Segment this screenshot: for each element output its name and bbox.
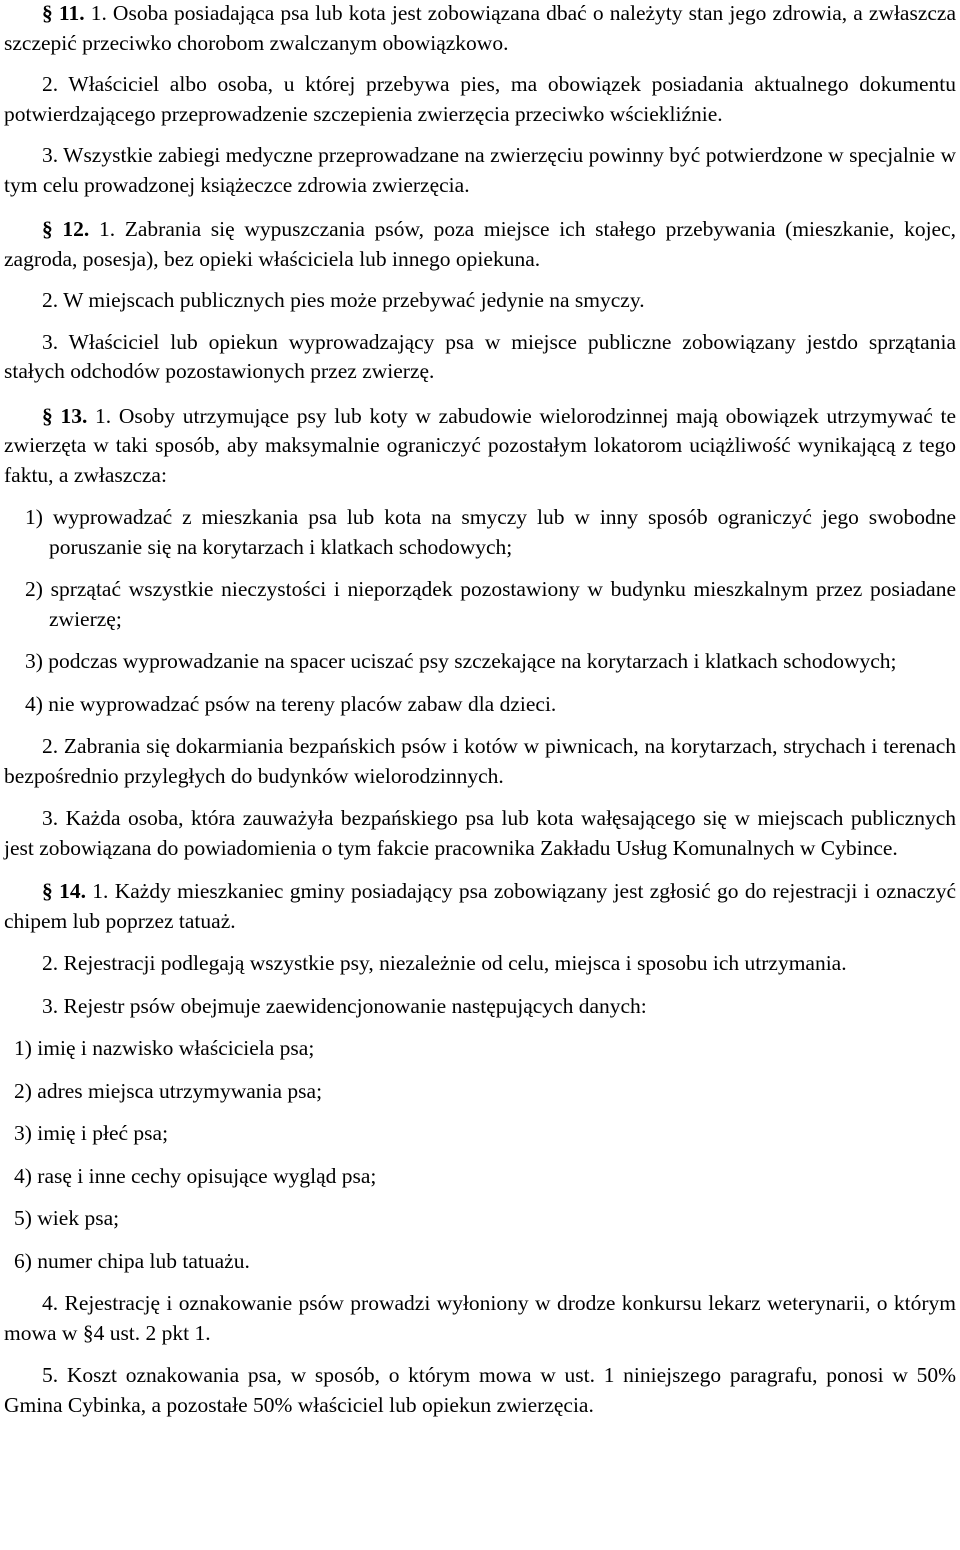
s13-paragraph-3: 3. Każda osoba, która zauważyła bezpańskiego psa lub kota wałęsającego się w miejscach publicznych jest zobowiązana do powiadomienia o tym fakcie pracownika Zakładu Usług Komunalnych w Cybince. [4,806,956,860]
s13-p1-text: 1. Osoby utrzymujące psy lub koty w zabudowie wielorodzinnej mają obowiązek utrzymywać te zwierzęta w taki sposób, aby maksymalnie ograniczyć pozostałym lokatorom uciążliwość wynikającą z tego faktu, a zwłaszcza: [4,403,956,487]
s11-paragraph-2: 2. Właściciel albo osoba, u której przebywa pies, ma obowiązek posiadania aktualnego dokumentu potwierdzającego przeprowadzenie szczepienia zwierzęcia przeciwko wściekliźnie. [4,72,956,126]
s13-list-item-1: 1) wyprowadzać z mieszkania psa lub kota na smyczy lub w inny sposób ograniczyć jego swobodne poruszanie się na korytarzach i klatkach schodowych; [25,505,956,559]
s14-paragraph-2: 2. Rejestracji podlegają wszystkie psy, niezależnie od celu, miejsca i sposobu ich utrzymania. [42,951,847,975]
s14-list-item-4: 4) rasę i inne cechy opisujące wygląd psa; [14,1163,377,1188]
s12-paragraph-3: 3. Właściciel lub opiekun wyprowadzający psa w miejsce publiczne zobowiązany jestdo sprzątania stałych odchodów pozostawionych przez zwierzę. [4,329,956,383]
s12-paragraph-1 [4,215,956,274]
s14-paragraph-3: 3. Rejestr psów obejmuje zaewidencjonowanie następujących danych: [42,993,647,1018]
s11-mark: § [42,1,53,25]
s13-list-item-2: 2) sprzątać wszystkie nieczystości i nieporządek pozostawiony w budynku mieszkalnym przez posiadane zwierzę; [25,577,956,631]
s13-mark: § [42,403,53,428]
s14-list-item-6: 6) numer chipa lub tatuażu. [14,1248,250,1273]
s13-paragraph-2: 2. Zabrania się dokarmiania bezpańskich psów i kotów w piwnicach, na korytarzach, strychach i terenach bezpośrednio przyległych do budynków wielorodzinnych. [4,734,956,788]
s14-list-item-2: 2) adres miejsca utrzymywania psa; [14,1078,323,1103]
s13-number: 13. [60,403,88,428]
s14-mark: § [42,879,53,903]
s11-paragraph-1 [4,0,956,58]
s12-number: 12. [62,217,90,241]
s14-list-item-3: 3) imię i płeć psa; [14,1121,169,1145]
s14-p1-text: 1. Każdy mieszkaniec gminy posiadający psa zobowiązany jest zgłosić go do rejestracji i oznaczyć chipem lub poprzez tatuaż. [4,879,956,933]
s13-paragraph-1 [4,402,956,491]
s14-paragraph-5: 5. Koszt oznakowania psa, w sposób, o którym mowa w ust. 1 niniejszego paragrafu, ponosi w 50% Gmina Cybinka, a pozostałe 50% właściciel lub opiekun zwierzęcia. [4,1363,956,1417]
s11-paragraph-3: 3. Wszystkie zabiegi medyczne przeprowadzane na zwierzęciu powinny być potwierdzone w specjalnie w tym celu prowadzonej książeczce zdrowia zwierzęcia. [4,143,956,197]
s13-list-item-3: 3) podczas wyprowadzanie na spacer uciszać psy szczekające na korytarzach i klatkach schodowych; [25,649,897,673]
s13-list-item-4: 4) nie wyprowadzać psów na tereny placów zabaw dla dzieci. [25,691,557,716]
s11-p1-text: 1. Osoba posiadająca psa lub kota jest zobowiązana dbać o należyty stan jego zdrowia, a zwłaszcza szczepić przeciwko chorobom zwalczanym obowiązkowo. [4,1,957,55]
s14-paragraph-1 [4,877,956,936]
s12-p1-text: 1. Zabrania się wypuszczania psów, poza miejsce ich stałego przebywania (mieszkanie, kojec, zagroda, posesja), bez opieki właściciela lub innego opiekuna. [4,217,957,271]
s14-number: 14. [59,879,86,903]
s14-list-item-5: 5) wiek psa; [14,1206,120,1230]
s11-number: 11. [58,1,85,25]
s12-paragraph-2: 2. W miejscach publicznych pies może przebywać jedynie na smyczy. [42,288,645,312]
s12-mark: § [42,217,53,241]
s14-list-item-1: 1) imię i nazwisko właściciela psa; [14,1036,315,1060]
s14-paragraph-4: 4. Rejestrację i oznakowanie psów prowadzi wyłoniony w drodze konkursu lekarz weterynarii, o którym mowa w §4 ust. 2 pkt 1. [4,1291,956,1345]
